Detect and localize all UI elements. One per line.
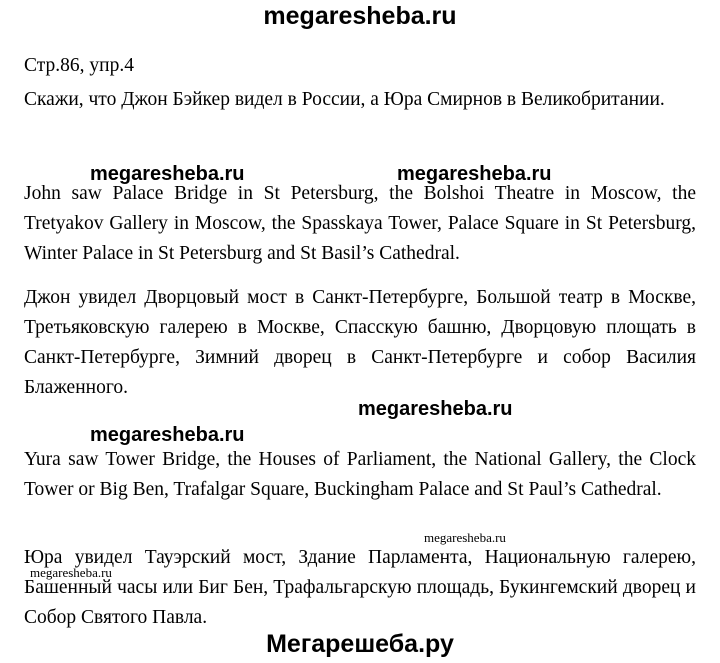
watermark-bottom: Мегарешеба.ру — [266, 630, 454, 658]
watermark-small-left: megaresheba.ru — [30, 565, 112, 580]
watermark-top: megaresheba.ru — [263, 2, 457, 30]
watermark-center: megaresheba.ru — [358, 398, 513, 420]
john-english-paragraph: John saw Palace Bridge in St Petersburg, the Bolshoi Theatre in Moscow, the Tretyakov Gallery in Moscow, the Spasskaya Tower, Palace Square in St Petersburg, Winter Palace in St Petersburg and St Basil’s Cathedral. — [24, 183, 696, 264]
yura-russian-paragraph: Юра увидел Тауэрский мост, Здание Парламента, Национальную галерею, Башенный часы или Биг Бен, Трафальгарскую площадь, Букингемский дворец и Собор Святого Павла. — [24, 547, 696, 628]
watermark-small-right: megaresheba.ru — [424, 530, 506, 545]
watermark-left: megaresheba.ru — [90, 424, 245, 446]
watermark-mid-right: megaresheba.ru — [397, 163, 552, 185]
task-text: Скажи, что Джон Бэйкер видел в России, а Юра Смирнов в Великобритании. — [24, 89, 665, 110]
yura-english-paragraph: Yura saw Tower Bridge, the Houses of Parliament, the National Gallery, the Clock Tower or Big Ben, Trafalgar Square, Buckingham Palace and St Paul’s Cathedral. — [24, 449, 696, 500]
john-russian-paragraph: Джон увидел Дворцовый мост в Санкт-Петербурге, Большой театр в Москве, Третьяковскую галерею в Москве, Спасскую башню, Дворцовую площать в Санкт-Петербурге, Зимний дворец в Санкт-Петербурге и собор Василия Блаженного. — [24, 287, 696, 398]
watermark-mid-left: megaresheba.ru — [90, 163, 245, 185]
exercise-heading: Стр.86, упр.4 — [24, 55, 134, 76]
